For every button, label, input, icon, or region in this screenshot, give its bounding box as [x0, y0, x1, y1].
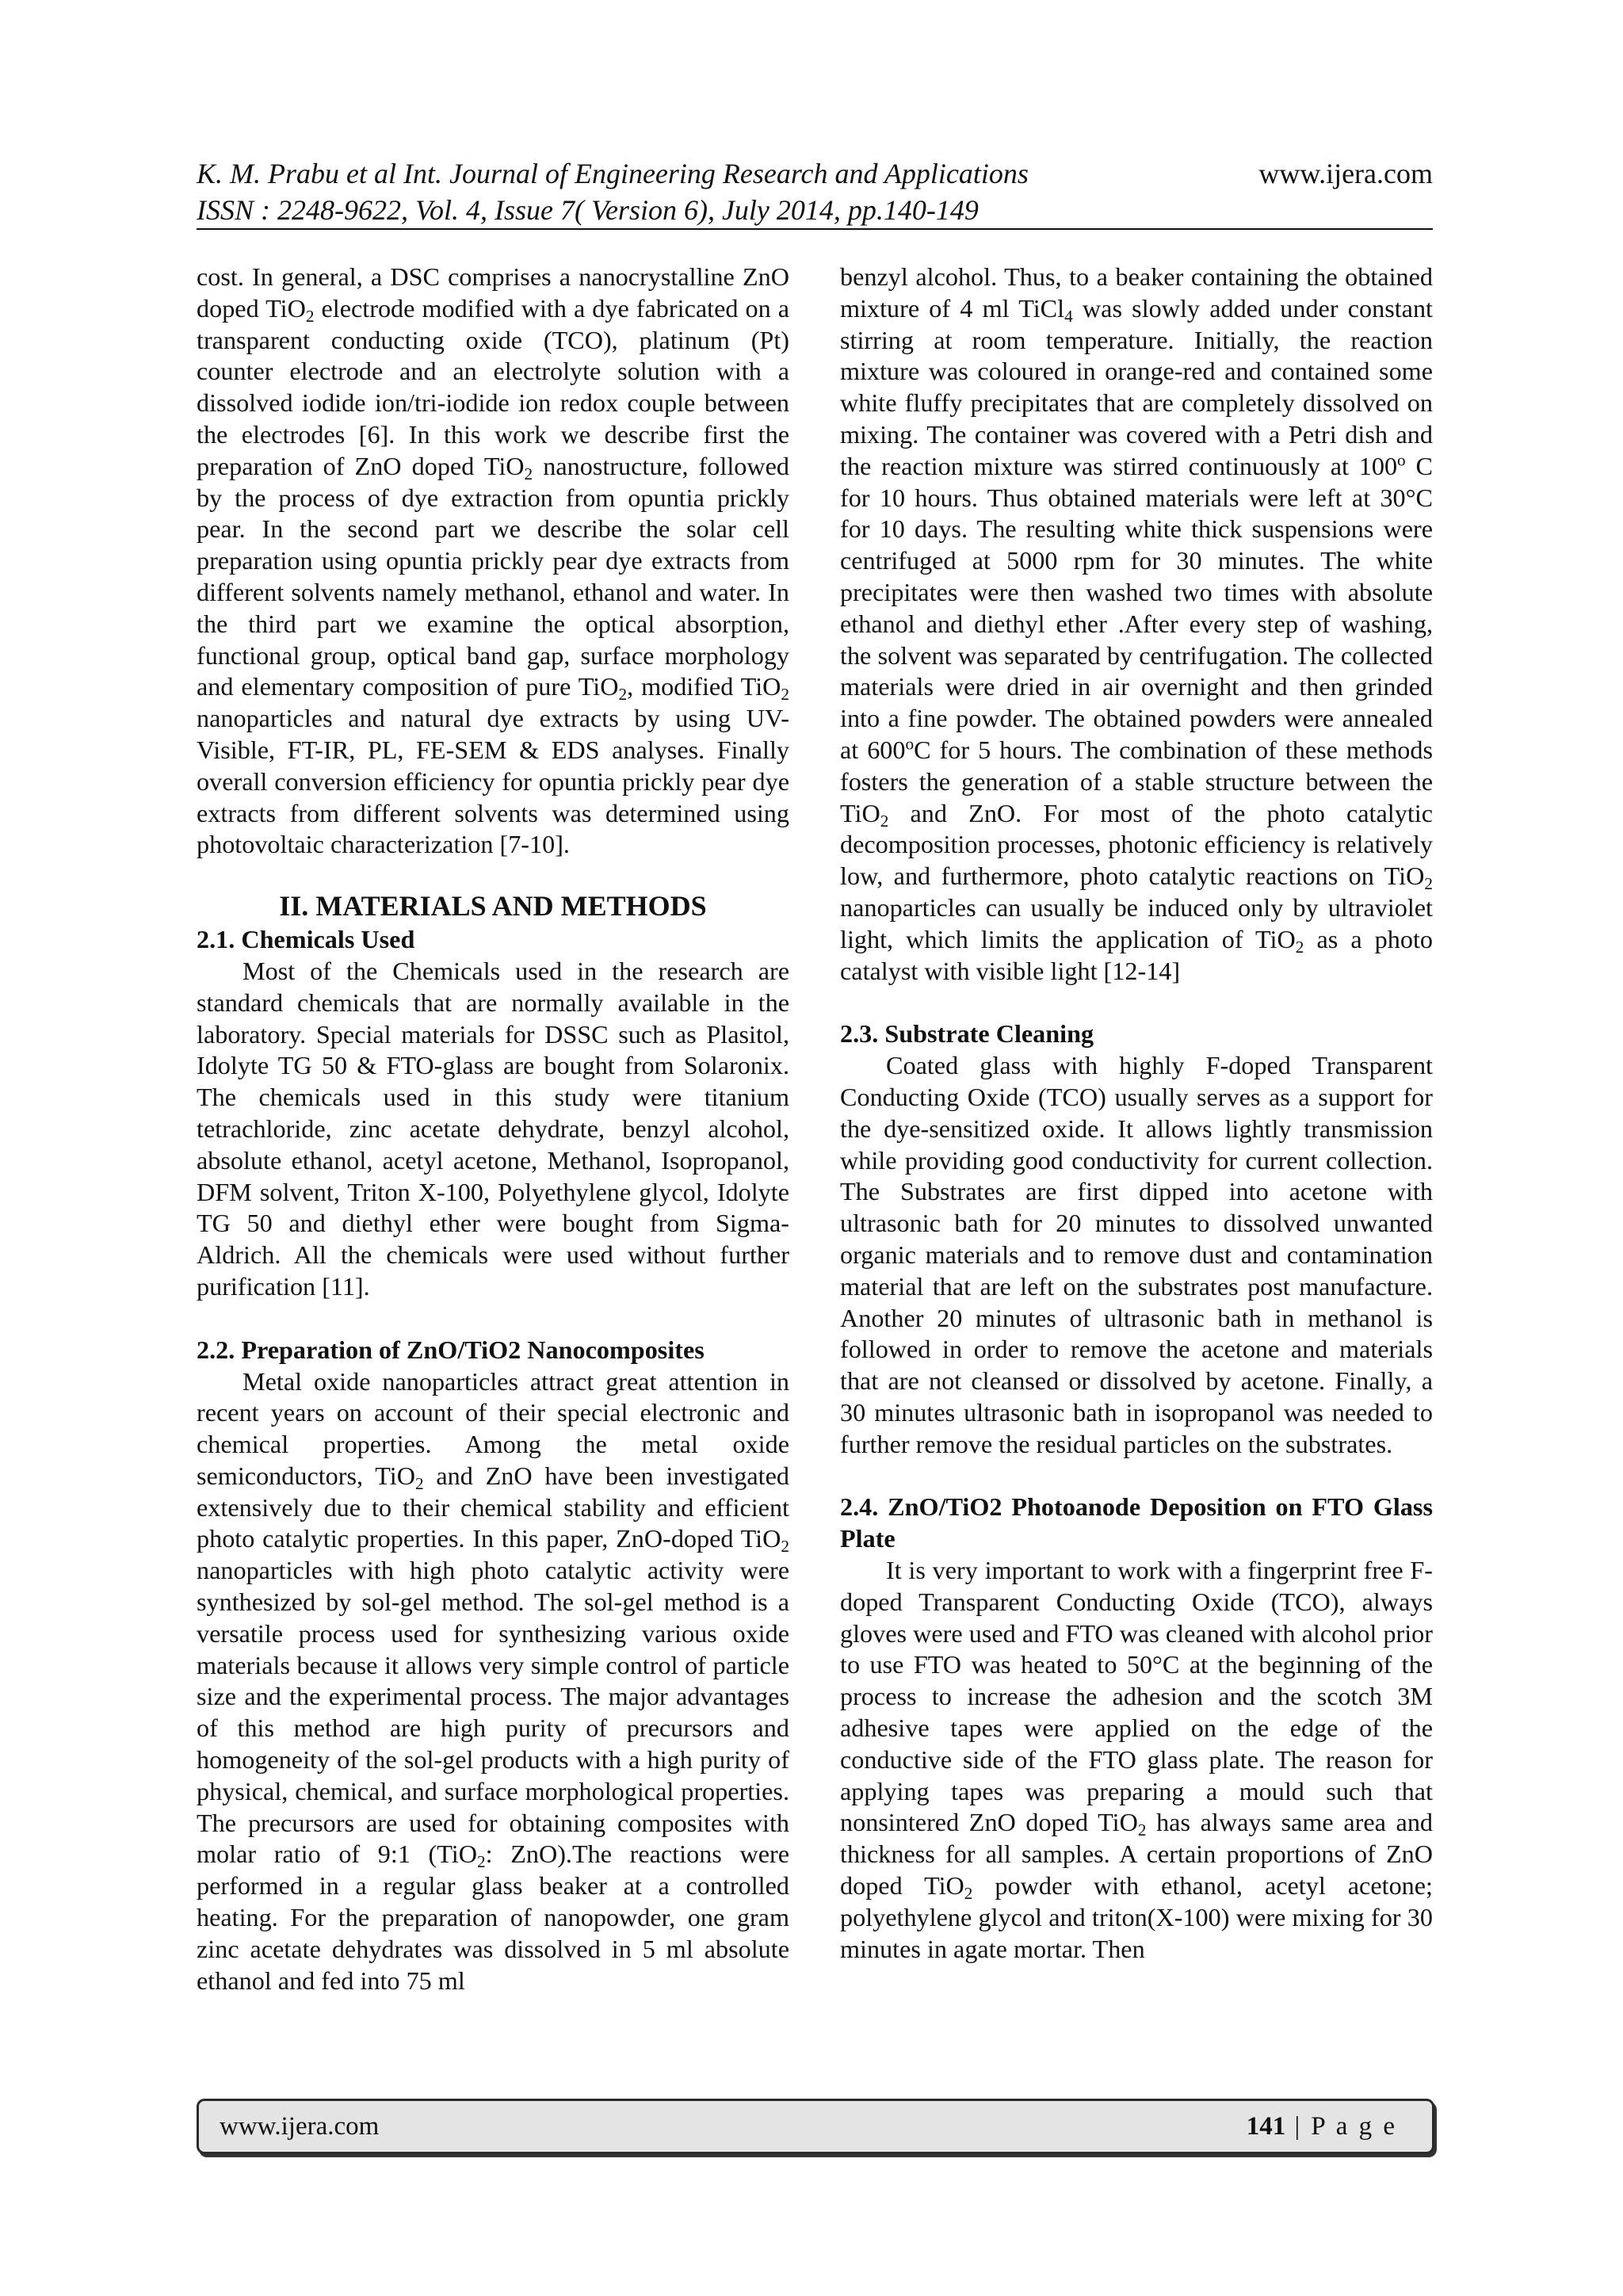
subscript: 2 [781, 1537, 789, 1557]
paragraph: Coated glass with highly F-doped Transparent Conducting Oxide (TCO) usually serves as a support for the dye-sensitized oxide. It allows lightly transmission while providing good conductivity for current collection. The Substrates are first dipped into acetone with ultrasonic bath for 20 minutes to dissolved unwanted organic materials and to remove dust and contamination material that are left on the substrates post manufacture. Another 20 minutes of ultrasonic bath in methanol is followed in order to remove the acetone and materials that are not cleansed or dissolved by acetone. Finally, a 30 minutes ultrasonic bath in isopropanol was needed to further remove the residual particles on the substrates. [840, 1051, 1433, 1458]
footer-url[interactable]: www.ijera.com [220, 2112, 380, 2141]
paragraph: Metal oxide nanoparticles attract great attention in recent years on account of their special electronic and chemical properties. Among the metal oxide semiconductors, TiO$_2$ and ZnO have been investigated extensively due to their chemical stability and efficient photo catalytic properties. In this paper, ZnO-doped TiO$_2$ nanoparticles with high photo catalytic activity were synthesized by sol-gel method. The sol-gel method is a versatile process used for synthesizing various oxide materials because it allows very simple control of particle size and the experimental process. The major advantages of this method are high purity of precursors and homogeneity of the sol-gel products with a high purity of physical, chemical, and surface morphological properties. The precursors are used for obtaining composites with molar ratio of 9:1 (TiO$_2$: ZnO).The reactions were performed in a regular glass beaker at a controlled heating. For the preparation of nanopowder, one gram zinc acetate dehydrates was dissolved in 5 ml absolute ethanol and fed into 75 ml [197, 1366, 790, 1995]
intro-paragraph: cost. In general, a DSC comprises a nanocrystalline ZnO doped TiO$_2$ electrode modified with a dye fabricated on a transparent conducting oxide (TCO), platinum (Pt) counter electrode and an electrolyte solution with a dissolved iodide ion/tri-iodide ion redox couple between the electrodes [6]. In this work we describe first the preparation of ZnO doped TiO$_2$ nanostructure, followed by the process of dye extraction from opuntia prickly pear. In the second part we describe the solar cell preparation using opuntia prickly pear dye extracts from different solvents namely methanol, ethanol and water. In the third part we examine the optical absorption, functional group, optical band gap, surface morphology and elementary composition of pure TiO$_2$, modified TiO$_2$ nanoparticles and natural dye extracts by using UV-Visible, FT-IR, PL, FE-SEM & EDS analyses. Finally overall conversion efficiency for opuntia prickly pear dye extracts from different solvents was determined using photovoltaic characterization [7-10]. [197, 262, 790, 859]
page-number-value: 141 [1246, 2112, 1286, 2141]
header-citation: K. M. Prabu et al Int. Journal of Engineering Research and Applications [197, 158, 1029, 189]
subsection-heading: 2.4. ZnO/TiO2 Photoanode Deposition on FTO Glass Plate [840, 1492, 1433, 1553]
subscript: 2 [618, 685, 628, 705]
header-rule [197, 228, 1433, 230]
subsection-heading: 2.3. Substrate Cleaning [840, 1019, 1094, 1049]
superscript: o [905, 734, 915, 754]
paragraph: It is very important to work with a fingerprint free F-doped Transparent Conducting Oxide (TCO), always gloves were used and FTO was cleaned with alcohol prior to use FTO was heated to 50°C at the beginning of the process to increase the adhesion and the scotch 3M adhesive tapes were applied on the edge of the conductive side of the FTO glass plate. The reason for applying tapes was preparing a mould such that nonsintered ZnO doped TiO$_2$ has always same area and thickness for all samples. A certain proportions of ZnO doped TiO$_2$ powder with ethanol, acetyl acetone; polyethylene glycol and triton(X-100) were mixing for 30 minutes in agate mortar. Then [840, 1556, 1434, 1963]
right-column [840, 262, 1433, 1965]
paragraph: benzyl alcohol. Thus, to a beaker containing the obtained mixture of 4 ml TiCl$_4$ was slowly added under constant stirring at room temperature. Initially, the reaction mixture was coloured in orange-red and contained some white fluffy precipitates that are completely dissolved on mixing. The container was covered with a Petri dish and the reaction mixture was stirred continuously at 100$^o$ C for 10 hours. Thus obtained materials were left at 30°C for 10 days. The resulting white thick suspensions were centrifuged at 5000 rpm for 30 minutes. The white precipitates were then washed two times with absolute ethanol and diethyl ether .After every step of washing, the solvent was separated by centrifugation. The collected materials were dried in air overnight and then grinded into a fine powder. The obtained powders were annealed at 600$^o$C for 5 hours. The combination of these methods fosters the generation of a stable structure between the TiO$_2$ and ZnO. For most of the photo catalytic decomposition processes, photonic efficiency is relatively low, and furthermore, photo catalytic reactions on TiO$_2$ nanoparticles can usually be induced only by ultraviolet light, which limits the application of TiO$_2$ as a photo catalyst with visible light [12-14] [840, 262, 1433, 985]
header-issn: ISSN : 2248-9622, Vol. 4, Issue 7( Version 6), July 2014, pp.140-149 [197, 194, 979, 226]
subscript: 2 [414, 1473, 424, 1493]
page-number [1247, 2112, 1397, 2141]
subscript: 2 [524, 464, 533, 483]
subscript: 2 [781, 685, 790, 705]
header-url[interactable]: www.ijera.com [1258, 158, 1433, 189]
subscript: 2 [305, 306, 315, 326]
subscript: 2 [477, 1852, 486, 1872]
subscript: 2 [1424, 874, 1433, 894]
page-footer [197, 2099, 1434, 2154]
page-suffix: | P a g e [1285, 2112, 1397, 2141]
subsection-heading: 2.1. Chemicals Used [197, 925, 415, 954]
subscript: 2 [1137, 1820, 1147, 1840]
paragraph: Most of the Chemicals used in the research are standard chemicals that are normally available in the laboratory. Special materials for DSSC such as Plasitol, Idolyte TG 50 & FTO-glass are bought from Solaronix. The chemicals used in this study were titanium tetrachloride, zinc acetate dehydrate, benzyl alcohol, absolute ethanol, acetyl acetone, Methanol, Isopropanol, DFM solvent, Triton X-100, Polyethylene glycol, Idolyte TG 50 and diethyl ether were bought from Sigma-Aldrich. All the chemicals were used without further purification [11]. [197, 956, 789, 1301]
subscript: 4 [1064, 306, 1073, 326]
left-column [197, 262, 789, 1996]
section-title: II. MATERIALS AND METHODS [279, 890, 707, 923]
subscript: 2 [1295, 937, 1304, 957]
subscript: 2 [964, 1883, 973, 1903]
superscript: o [1397, 450, 1406, 470]
running-header [197, 155, 1433, 228]
subsection-heading: 2.2. Preparation of ZnO/TiO2 Nanocomposites [197, 1335, 705, 1364]
subscript: 2 [880, 811, 889, 831]
